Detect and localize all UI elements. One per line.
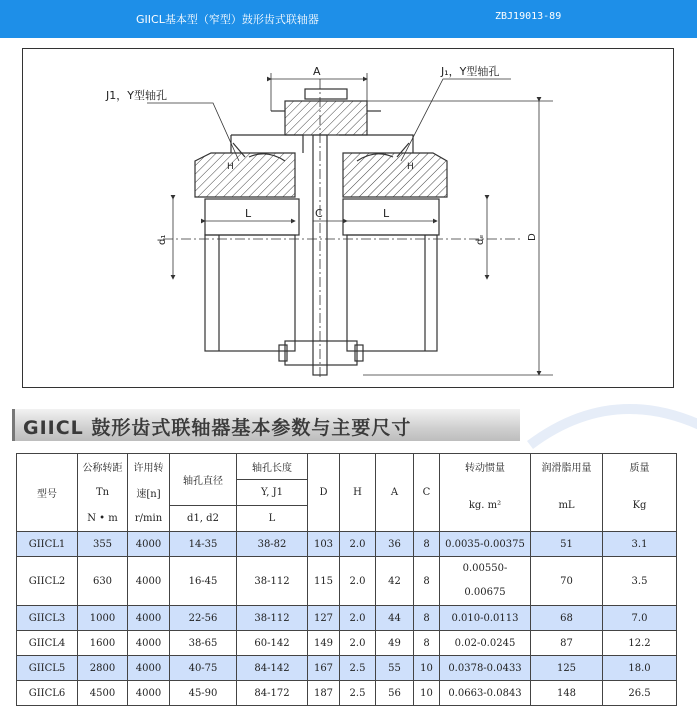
cell-speed: 4000 bbox=[128, 656, 170, 681]
cell-D: 187 bbox=[308, 681, 340, 706]
cell-D: 149 bbox=[308, 631, 340, 656]
th-model: 型号 bbox=[17, 454, 78, 532]
cell-inertia-line1: 0.00550- bbox=[462, 563, 508, 574]
table-row bbox=[17, 557, 677, 606]
table-row bbox=[17, 532, 677, 557]
th-speed-sym: 速[n] bbox=[128, 480, 170, 506]
th-speed-unit: r/min bbox=[128, 506, 170, 532]
cell-A: 49 bbox=[376, 631, 414, 656]
label-L-left: L bbox=[245, 207, 252, 220]
th-mass: 质量 bbox=[603, 454, 677, 480]
cell-bore-len: 38-112 bbox=[237, 606, 308, 631]
cell-C: 8 bbox=[414, 532, 440, 557]
cell-bore: 22-56 bbox=[170, 606, 237, 631]
label-H-left: H bbox=[227, 162, 234, 172]
th-bore-sym: d1, d2 bbox=[170, 506, 237, 532]
cell-bore: 40-75 bbox=[170, 656, 237, 681]
cell-bore-len: 38-82 bbox=[237, 532, 308, 557]
decorative-swoosh bbox=[520, 395, 697, 455]
cell-model: GIICL2 bbox=[17, 557, 78, 606]
th-bore-len: 轴孔长度 bbox=[237, 454, 308, 480]
cell-model: GIICL3 bbox=[17, 606, 78, 631]
spec-table bbox=[16, 453, 677, 706]
th-bore-len-type: Y, J1 bbox=[237, 480, 308, 506]
cell-A: 44 bbox=[376, 606, 414, 631]
cell-grease: 148 bbox=[531, 681, 603, 706]
cell-torque: 1600 bbox=[78, 631, 128, 656]
cell-torque: 4500 bbox=[78, 681, 128, 706]
th-C: C bbox=[414, 454, 440, 532]
cell-mass: 7.0 bbox=[603, 606, 677, 631]
cell-speed: 4000 bbox=[128, 606, 170, 631]
cell-speed: 4000 bbox=[128, 681, 170, 706]
cell-inertia-line2: 0.00675 bbox=[464, 587, 506, 598]
cell-mass: 18.0 bbox=[603, 656, 677, 681]
cell-speed: 4000 bbox=[128, 557, 170, 606]
table-row bbox=[17, 681, 677, 706]
drawing-labels bbox=[105, 64, 538, 245]
cell-A: 56 bbox=[376, 681, 414, 706]
cell-speed: 4000 bbox=[128, 631, 170, 656]
cell-D: 115 bbox=[308, 557, 340, 606]
cell-C: 8 bbox=[414, 631, 440, 656]
label-D: D bbox=[527, 233, 538, 241]
cell-D: 167 bbox=[308, 656, 340, 681]
cell-grease: 68 bbox=[531, 606, 603, 631]
th-torque: 公称转距 bbox=[78, 454, 128, 480]
cell-model: GIICL1 bbox=[17, 532, 78, 557]
cell-model: GIICL6 bbox=[17, 681, 78, 706]
cell-C: 10 bbox=[414, 681, 440, 706]
label-left-hole: J1，Y型轴孔 bbox=[106, 89, 167, 102]
cell-bore: 45-90 bbox=[170, 681, 237, 706]
table-row bbox=[17, 656, 677, 681]
cell-bore: 38-65 bbox=[170, 631, 237, 656]
th-mass-unit: Kg bbox=[603, 480, 677, 532]
cell-torque: 2800 bbox=[78, 656, 128, 681]
cell-bore: 16-45 bbox=[170, 557, 237, 606]
cell-mass: 26.5 bbox=[603, 681, 677, 706]
table-row bbox=[17, 631, 677, 656]
th-torque-sym: Tn bbox=[78, 480, 128, 506]
th-inertia: 转动惯量 bbox=[440, 454, 531, 480]
th-grease: 润滑脂用量 bbox=[531, 454, 603, 480]
label-C: C bbox=[315, 207, 323, 220]
cell-inertia: 0.0663-0.0843 bbox=[440, 681, 531, 706]
label-A: A bbox=[313, 65, 321, 78]
cell-H: 2.0 bbox=[340, 532, 376, 557]
cell-bore: 14-35 bbox=[170, 532, 237, 557]
cell-H: 2.0 bbox=[340, 557, 376, 606]
th-speed: 许用转 bbox=[128, 454, 170, 480]
th-H: H bbox=[340, 454, 376, 532]
standard-code: ZBJ19013-89 bbox=[495, 11, 562, 22]
label-de: dₑ bbox=[475, 234, 486, 245]
cell-grease: 51 bbox=[531, 532, 603, 557]
cell-model: GIICL5 bbox=[17, 656, 78, 681]
cell-model: GIICL4 bbox=[17, 631, 78, 656]
label-L-right: L bbox=[383, 207, 390, 220]
cell-A: 55 bbox=[376, 656, 414, 681]
th-bore-len-sym: L bbox=[237, 506, 308, 532]
cell-grease: 87 bbox=[531, 631, 603, 656]
section-title-bar bbox=[12, 409, 520, 441]
cell-mass: 3.1 bbox=[603, 532, 677, 557]
cell-H: 2.0 bbox=[340, 631, 376, 656]
cell-D: 103 bbox=[308, 532, 340, 557]
cell-A: 36 bbox=[376, 532, 414, 557]
cell-speed: 4000 bbox=[128, 532, 170, 557]
cell-inertia bbox=[440, 557, 531, 606]
cell-C: 8 bbox=[414, 557, 440, 606]
th-torque-unit: N • m bbox=[78, 506, 128, 532]
cell-torque: 1000 bbox=[78, 606, 128, 631]
drawing-lines bbox=[163, 79, 523, 379]
cell-mass: 12.2 bbox=[603, 631, 677, 656]
th-grease-unit: mL bbox=[531, 480, 603, 532]
table-row bbox=[17, 606, 677, 631]
th-A: A bbox=[376, 454, 414, 532]
cell-grease: 125 bbox=[531, 656, 603, 681]
cell-torque: 355 bbox=[78, 532, 128, 557]
page-title: GIICL基本型（窄型）鼓形齿式联轴器 bbox=[136, 13, 319, 26]
cell-inertia: 0.0378-0.0433 bbox=[440, 656, 531, 681]
label-d1: d₁ bbox=[157, 234, 168, 245]
cell-D: 127 bbox=[308, 606, 340, 631]
cell-mass: 3.5 bbox=[603, 557, 677, 606]
cell-bore-len: 84-172 bbox=[237, 681, 308, 706]
cell-inertia: 0.0035-0.00375 bbox=[440, 532, 531, 557]
cell-H: 2.0 bbox=[340, 606, 376, 631]
th-inertia-unit: kg. m² bbox=[440, 480, 531, 532]
th-D: D bbox=[308, 454, 340, 532]
cell-bore-len: 60-142 bbox=[237, 631, 308, 656]
cell-C: 10 bbox=[414, 656, 440, 681]
section-title: GIICL 鼓形齿式联轴器基本参数与主要尺寸 bbox=[23, 417, 412, 439]
cell-H: 2.5 bbox=[340, 681, 376, 706]
cell-grease: 70 bbox=[531, 557, 603, 606]
cell-inertia: 0.010-0.0113 bbox=[440, 606, 531, 631]
cell-inertia: 0.02-0.0245 bbox=[440, 631, 531, 656]
coupling-drawing bbox=[22, 48, 674, 388]
cell-bore-len: 38-112 bbox=[237, 557, 308, 606]
coupling-drawing-svg bbox=[23, 49, 673, 387]
cell-torque: 630 bbox=[78, 557, 128, 606]
cell-A: 42 bbox=[376, 557, 414, 606]
th-bore: 轴孔直径 bbox=[170, 454, 237, 506]
label-right-hole: J₁，Y型轴孔 bbox=[441, 65, 500, 78]
cell-H: 2.5 bbox=[340, 656, 376, 681]
cell-C: 8 bbox=[414, 606, 440, 631]
header-bar bbox=[0, 0, 697, 38]
cell-bore-len: 84-142 bbox=[237, 656, 308, 681]
label-H-right: H bbox=[407, 162, 414, 172]
